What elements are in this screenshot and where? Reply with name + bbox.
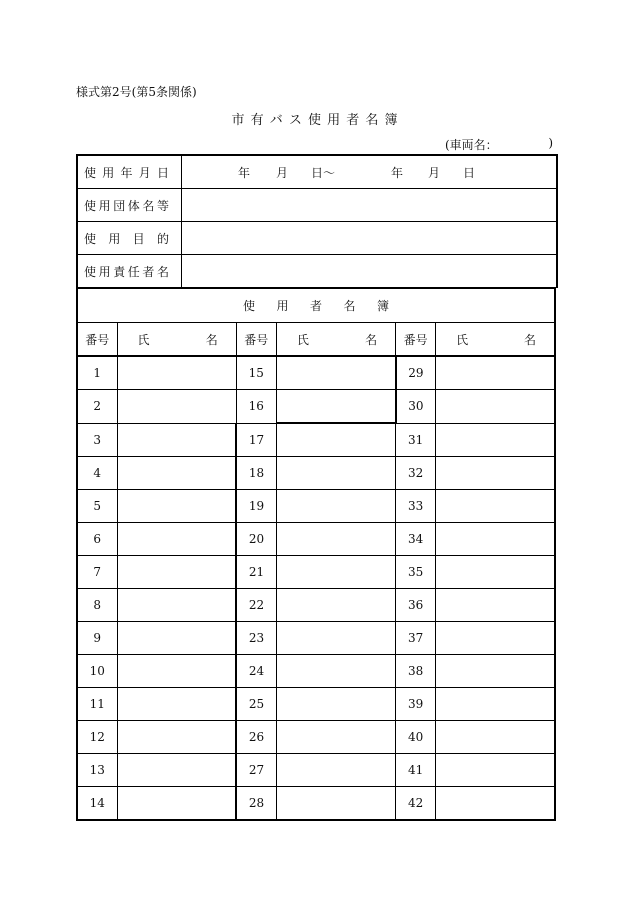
- number-cell: 30: [396, 390, 436, 424]
- name-cell[interactable]: [117, 721, 236, 754]
- info-label: [84, 197, 169, 214]
- name-header-surname: 氏: [456, 332, 469, 347]
- form-id: 様式第2号(第5条関係): [76, 85, 197, 99]
- info-label-char: 団: [113, 198, 126, 213]
- name-cell[interactable]: [117, 622, 236, 655]
- name-cell[interactable]: [436, 622, 555, 655]
- info-row: [77, 155, 557, 189]
- number-cell: 14: [77, 787, 117, 821]
- name-cell[interactable]: [117, 556, 236, 589]
- name-cell[interactable]: [276, 423, 395, 457]
- name-cell[interactable]: [436, 556, 555, 589]
- number-cell: 7: [77, 556, 117, 589]
- name-header-surname: 氏: [296, 332, 309, 347]
- date-part: 月: [276, 165, 289, 180]
- info-label-char: 等: [156, 198, 169, 213]
- number-cell: 35: [396, 556, 436, 589]
- name-header: [117, 323, 236, 357]
- name-header-given: 名: [523, 332, 536, 347]
- name-cell[interactable]: [276, 556, 395, 589]
- name-cell[interactable]: [117, 655, 236, 688]
- name-cell[interactable]: [436, 655, 555, 688]
- name-cell[interactable]: [276, 490, 395, 523]
- info-label: [84, 263, 169, 280]
- vehicle-name-field[interactable]: [445, 136, 553, 153]
- number-cell: 6: [77, 523, 117, 556]
- number-cell: 33: [396, 490, 436, 523]
- name-cell[interactable]: [436, 688, 555, 721]
- roster-row: [77, 622, 555, 655]
- section-title-char: 使: [243, 299, 256, 313]
- number-cell: 39: [396, 688, 436, 721]
- roster-row: [77, 754, 555, 787]
- info-label-char: 用: [102, 165, 115, 180]
- info-label-cell: [77, 222, 182, 255]
- info-label: [84, 164, 169, 181]
- name-cell[interactable]: [276, 721, 395, 754]
- info-label-char: 使: [84, 231, 97, 246]
- info-label-char: 使: [84, 198, 97, 213]
- number-cell: 29: [396, 356, 436, 390]
- info-label-char: 名: [156, 264, 169, 279]
- number-cell: 18: [236, 457, 276, 490]
- name-cell[interactable]: [276, 457, 395, 490]
- name-cell[interactable]: [117, 688, 236, 721]
- name-cell[interactable]: [436, 787, 555, 821]
- info-label-char: 使: [84, 264, 97, 279]
- name-cell[interactable]: [436, 754, 555, 787]
- vehicle-close-paren: ): [548, 136, 553, 150]
- name-cell[interactable]: [276, 523, 395, 556]
- name-cell[interactable]: [276, 688, 395, 721]
- section-title-char: 用: [276, 299, 289, 313]
- name-cell[interactable]: [276, 655, 395, 688]
- info-label-char: 用: [98, 264, 111, 279]
- number-cell: 34: [396, 523, 436, 556]
- number-cell: 11: [77, 688, 117, 721]
- number-cell: 15: [236, 356, 276, 390]
- name-cell[interactable]: [276, 754, 395, 787]
- vehicle-label: (車両名：: [445, 138, 498, 152]
- name-header-given: 名: [365, 332, 378, 347]
- date-part: 日～: [311, 165, 336, 180]
- roster-row: [77, 390, 555, 424]
- number-cell: 2: [77, 390, 117, 424]
- info-label-char: 月: [138, 165, 151, 180]
- info-label-char: 使: [84, 165, 97, 180]
- number-cell: 20: [236, 523, 276, 556]
- name-cell[interactable]: [117, 423, 236, 457]
- name-cell[interactable]: [117, 754, 236, 787]
- name-cell[interactable]: [117, 390, 236, 424]
- roster-row: [77, 655, 555, 688]
- usage-info-table: [76, 154, 558, 288]
- number-cell: 31: [396, 423, 436, 457]
- name-cell[interactable]: [117, 356, 236, 390]
- number-cell: 5: [77, 490, 117, 523]
- name-cell[interactable]: [276, 589, 395, 622]
- name-cell[interactable]: [276, 390, 395, 424]
- name-header: [276, 323, 395, 357]
- date-part: 日: [463, 165, 476, 180]
- info-label-char: 名: [142, 198, 155, 213]
- info-label-cell: [77, 155, 182, 189]
- info-label-char: 年: [120, 165, 133, 180]
- info-label-char: 目: [132, 231, 145, 246]
- roster-row: [77, 423, 555, 457]
- number-cell: 22: [236, 589, 276, 622]
- name-cell[interactable]: [436, 523, 555, 556]
- name-cell[interactable]: [117, 457, 236, 490]
- info-value-cell[interactable]: [182, 189, 558, 222]
- number-cell: 41: [396, 754, 436, 787]
- name-cell[interactable]: [436, 490, 555, 523]
- roster-row: [77, 356, 555, 390]
- number-cell: 3: [77, 423, 117, 457]
- roster-row: [77, 721, 555, 754]
- user-roster-table: [76, 287, 556, 821]
- name-cell[interactable]: [436, 390, 555, 424]
- section-title-char: 名: [343, 299, 356, 313]
- name-header: [436, 323, 555, 357]
- number-cell: 1: [77, 356, 117, 390]
- number-cell: 21: [236, 556, 276, 589]
- number-cell: 23: [236, 622, 276, 655]
- number-cell: 32: [396, 457, 436, 490]
- number-header: 番号: [396, 323, 436, 357]
- roster-row: [77, 523, 555, 556]
- name-cell[interactable]: [436, 457, 555, 490]
- number-cell: 19: [236, 490, 276, 523]
- info-row: [77, 255, 557, 288]
- info-label-char: 日: [156, 165, 169, 180]
- info-value-cell[interactable]: [182, 155, 558, 189]
- name-header-surname: 氏: [137, 332, 150, 347]
- name-cell[interactable]: [276, 787, 395, 821]
- name-cell[interactable]: [436, 589, 555, 622]
- number-cell: 28: [236, 787, 276, 821]
- date-part: 年: [391, 165, 404, 180]
- roster-row: [77, 457, 555, 490]
- number-cell: 16: [236, 390, 276, 424]
- info-row: [77, 189, 557, 222]
- name-cell[interactable]: [117, 523, 236, 556]
- roster-section-title: [243, 297, 389, 314]
- number-cell: 9: [77, 622, 117, 655]
- number-cell: 13: [77, 754, 117, 787]
- info-label: [84, 230, 169, 247]
- info-label-cell: [77, 189, 182, 222]
- number-cell: 27: [236, 754, 276, 787]
- number-cell: 4: [77, 457, 117, 490]
- name-cell[interactable]: [436, 423, 555, 457]
- name-cell[interactable]: [276, 622, 395, 655]
- number-cell: 42: [396, 787, 436, 821]
- info-row: [77, 222, 557, 255]
- number-cell: 38: [396, 655, 436, 688]
- document-title: 市 有 バ ス 使 用 者 名 簿: [231, 113, 399, 128]
- roster-section-title-row: [77, 288, 555, 323]
- date-part: 月: [428, 165, 441, 180]
- number-cell: 37: [396, 622, 436, 655]
- date-part: 年: [238, 165, 251, 180]
- info-label-char: 任: [127, 264, 140, 279]
- number-cell: 10: [77, 655, 117, 688]
- number-cell: 12: [77, 721, 117, 754]
- section-title-char: 簿: [376, 299, 389, 313]
- number-header: 番号: [236, 323, 276, 357]
- number-cell: 26: [236, 721, 276, 754]
- info-label-char: 用: [108, 231, 121, 246]
- roster-row: [77, 787, 555, 821]
- info-value-cell[interactable]: [182, 255, 558, 288]
- info-label-char: 的: [156, 231, 169, 246]
- name-cell[interactable]: [117, 589, 236, 622]
- number-cell: 8: [77, 589, 117, 622]
- name-cell[interactable]: [276, 356, 395, 390]
- info-value-cell[interactable]: [182, 222, 558, 255]
- number-cell: 36: [396, 589, 436, 622]
- roster-row: [77, 589, 555, 622]
- name-cell[interactable]: [117, 787, 236, 821]
- name-header-given: 名: [205, 332, 218, 347]
- name-cell[interactable]: [436, 721, 555, 754]
- info-label-char: 用: [98, 198, 111, 213]
- name-cell[interactable]: [436, 356, 555, 390]
- roster-row: [77, 556, 555, 589]
- info-label-char: 責: [113, 264, 126, 279]
- number-cell: 40: [396, 721, 436, 754]
- roster-row: [77, 688, 555, 721]
- number-cell: 17: [236, 423, 276, 457]
- name-cell[interactable]: [117, 490, 236, 523]
- date-range: [182, 156, 556, 188]
- roster-row: [77, 490, 555, 523]
- number-cell: 24: [236, 655, 276, 688]
- info-label-char: 者: [142, 264, 155, 279]
- roster-header-row: [77, 323, 555, 357]
- section-title-char: 者: [309, 299, 322, 313]
- info-label-cell: [77, 255, 182, 288]
- info-label-char: 体: [127, 198, 140, 213]
- number-header: 番号: [77, 323, 117, 357]
- number-cell: 25: [236, 688, 276, 721]
